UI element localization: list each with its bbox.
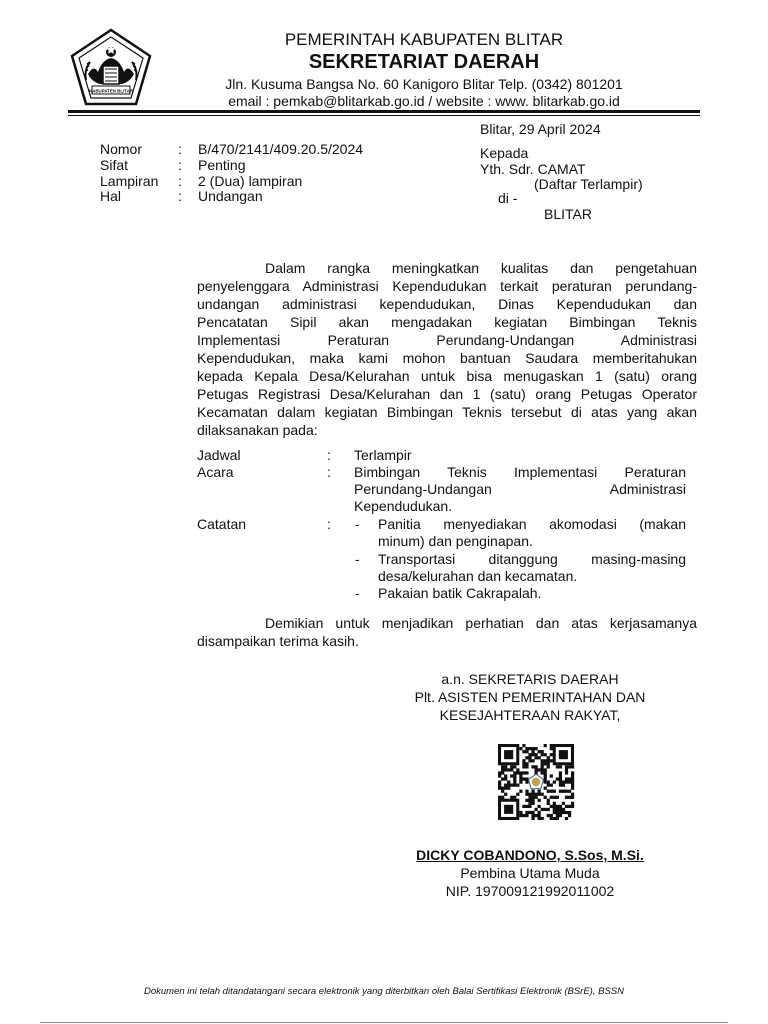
signatory-name: DICKY COBANDONO, S.Sos, M.Si.	[416, 847, 644, 863]
acara-value	[354, 463, 686, 514]
note-item	[378, 550, 686, 584]
regency-emblem	[70, 28, 152, 106]
body-line: Implementasi Peraturan Perundang-Undangan Administrasi	[197, 332, 697, 348]
signature-position-cont: KESEJAHTERAAN RAKYAT,	[439, 707, 621, 723]
body-line: penyelenggara Administrasi Kependudukan terkait peraturan perundang-	[197, 278, 697, 294]
event-details	[197, 446, 697, 606]
signature-block	[380, 670, 680, 724]
recipient-city: BLITAR	[544, 206, 592, 222]
acara-label: Acara	[197, 464, 234, 480]
place-date: Blitar, 29 April 2024	[480, 121, 601, 137]
body-line: Petugas Registrasi Desa/Kelurahan dan 1 (satu) orang Petugas Operator	[197, 386, 697, 402]
jadwal-separator: :	[327, 447, 331, 463]
acara-line: Kependudukan.	[354, 498, 453, 514]
recipient-label: Kepada	[480, 145, 529, 161]
letterhead-rule-thin	[68, 115, 700, 116]
body-line: Dalam rangka meningkatkan kualitas dan pengetahuan	[265, 260, 697, 276]
recipient-addressee: Yth. Sdr. CAMAT	[480, 161, 586, 177]
note-line: minum) dan penginapan.	[378, 533, 533, 549]
e-signature-notice: Dokumen ini telah ditandatangani secara elektronik yang diterbitkan oleh Balai Sertifikasi Elektronik (BSrE), BSSN	[144, 986, 624, 997]
body-line: Kependudukan, maka kami mohon bantuan Saudara memberitahukan	[197, 350, 697, 366]
meta-label: Sifat	[100, 157, 129, 173]
body-line: undangan administrasi kependudukan, Dinas Kependudukan dan	[197, 296, 697, 312]
meta-value: Undangan	[198, 188, 263, 204]
body-line: Pencatatan Sipil akan mengadakan kegiatan Bimbingan Teknis	[197, 314, 697, 330]
body-line: Kecamatan dalam kegiatan Bimbingan Teknis tersebut di atas yang akan	[197, 404, 697, 420]
note-bullet: -	[355, 585, 360, 601]
meta-value: 2 (Dua) lampiran	[198, 173, 303, 189]
catatan-separator: :	[327, 516, 331, 532]
government-name: PEMERINTAH KABUPATEN BLITAR	[284, 30, 564, 49]
closing-paragraph	[197, 614, 697, 650]
letterhead-rule	[68, 110, 700, 113]
letter-meta	[100, 140, 400, 210]
note-line: Panitia menyediakan akomodasi (makan	[378, 516, 686, 532]
meta-value: B/470/2141/409.20.5/2024	[198, 141, 364, 157]
note-bullet: -	[355, 551, 360, 567]
acara-line: Perundang-Undangan Administrasi	[354, 481, 686, 497]
meta-separator: :	[178, 188, 182, 204]
recipient-di: di -	[498, 190, 518, 206]
emblem-label: KABUPATEN BLITAR	[89, 88, 133, 94]
catatan-label: Catatan	[197, 516, 247, 532]
signatory-nip: NIP. 197009121992011002	[445, 883, 615, 899]
office-name: SEKRETARIAT DAERAH	[308, 51, 540, 73]
meta-label: Hal	[100, 188, 122, 204]
note-bullet: -	[355, 516, 360, 532]
signature-position: Plt. ASISTEN PEMERINTAHAN DAN	[414, 689, 646, 705]
signatory	[380, 846, 680, 900]
meta-label: Nomor	[100, 141, 143, 157]
jadwal-label: Jadwal	[197, 447, 241, 463]
body-paragraph	[197, 259, 697, 439]
signature-authority: a.n. SEKRETARIS DAERAH	[441, 671, 619, 687]
note-item	[378, 515, 686, 549]
closing-line: Demikian untuk menjadikan perhatian dan atas kerjasamanya	[265, 615, 697, 631]
signature-qr-code	[494, 744, 578, 820]
office-address: Jln. Kusuma Bangsa No. 60 Kanigoro Blitar Telp. (0342) 801201	[225, 76, 623, 92]
footer-rule	[40, 1022, 728, 1023]
acara-separator: :	[327, 464, 331, 480]
jadwal-value: Terlampir	[354, 447, 412, 463]
note-line: desa/kelurahan dan kecamatan.	[378, 568, 578, 584]
note-line: Transportasi ditanggung masing-masing	[378, 551, 686, 567]
body-line: dilaksanakan pada:	[197, 422, 318, 438]
recipient-note: (Daftar Terlampir)	[534, 176, 643, 192]
meta-separator: :	[178, 141, 182, 157]
office-contact: email : pemkab@blitarkab.go.id / website : www. blitarkab.go.id	[228, 93, 620, 109]
letterhead	[160, 30, 688, 110]
signatory-rank: Pembina Utama Muda	[460, 865, 600, 881]
meta-value: Penting	[198, 157, 246, 173]
meta-separator: :	[178, 157, 182, 173]
note-item	[378, 584, 686, 601]
closing-line: disampaikan terima kasih.	[197, 633, 359, 649]
acara-line: Bimbingan Teknis Implementasi Peraturan	[354, 464, 686, 480]
body-line: kepada Kepala Desa/Kelurahan untuk bisa menugaskan 1 (satu) orang	[197, 368, 697, 384]
meta-separator: :	[178, 173, 182, 189]
note-line: Pakaian batik Cakrapalah.	[378, 585, 542, 601]
meta-label: Lampiran	[100, 173, 159, 189]
